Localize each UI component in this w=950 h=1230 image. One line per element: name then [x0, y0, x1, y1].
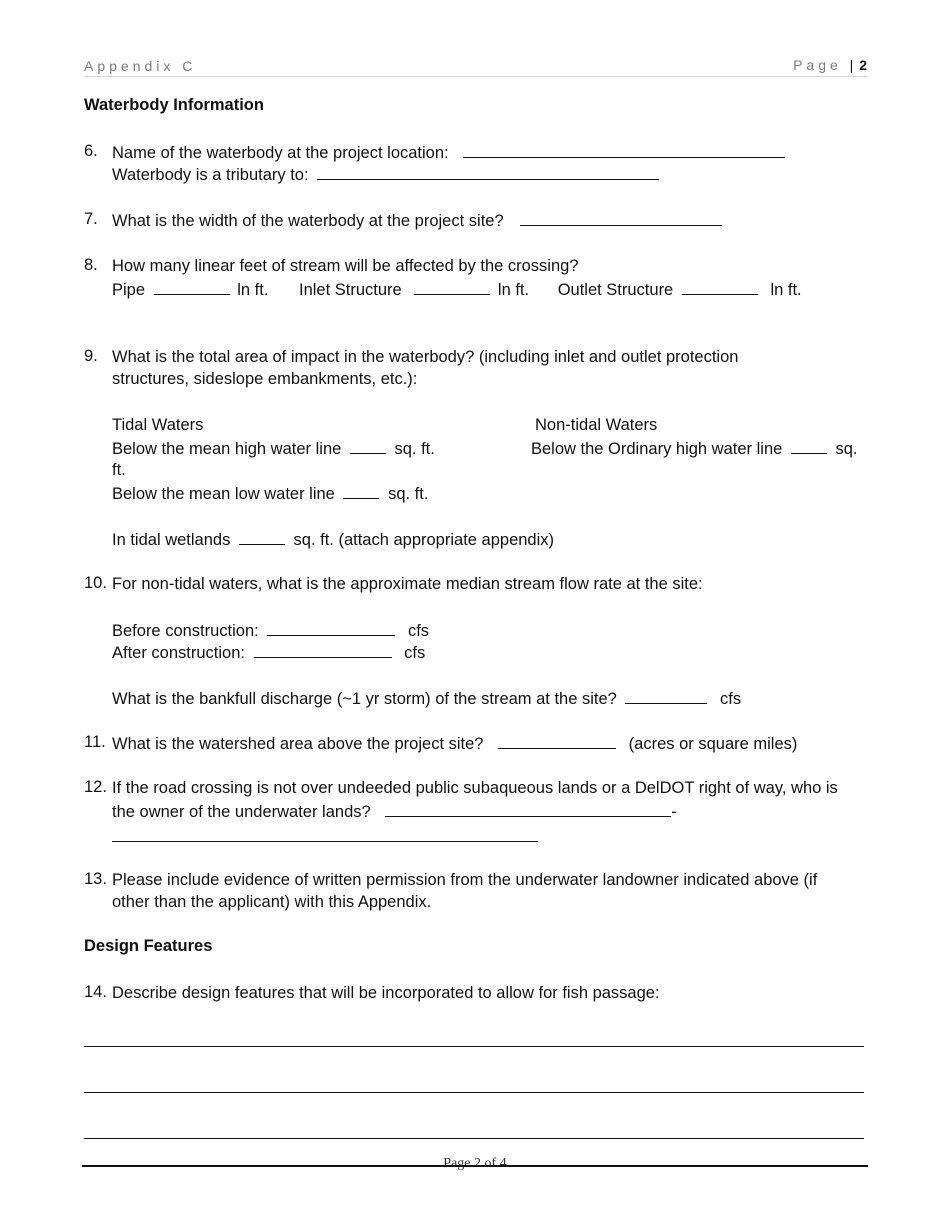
q9-ohw-unit-ft: ft.	[112, 461, 126, 479]
footer-page-count: Page 2 of 4	[443, 1156, 507, 1171]
q6-tributary-field[interactable]	[317, 163, 659, 180]
q8-pipe-label: Pipe	[112, 281, 146, 299]
q9-mlw-label: Below the mean low water line	[112, 485, 335, 503]
q10-after-unit: cfs	[404, 644, 426, 662]
q9-mhw-field[interactable]	[350, 437, 386, 454]
q11-row	[112, 732, 797, 755]
q12-owner-field-continued[interactable]	[112, 841, 538, 842]
q9-mhw-label: Below the mean high water line	[112, 440, 342, 458]
q10-after-field[interactable]	[254, 641, 392, 658]
q10-number: 10.	[84, 574, 107, 592]
q9-mhw-row	[112, 437, 435, 460]
q13-line2: other than the applicant) with this Appendix.	[112, 893, 432, 911]
q11-number: 11.	[84, 733, 106, 751]
q6-waterbody-name-field[interactable]	[463, 141, 785, 158]
q12-line1: If the road crossing is not over undeeded public subaqueous lands or a DelDOT right of way, who is	[112, 779, 838, 797]
q14-label: Describe design features that will be incorporated to allow for fish passage:	[112, 984, 660, 1002]
q6-line1	[112, 141, 785, 164]
q9-tidal-heading: Tidal Waters	[112, 416, 204, 434]
q6-number: 6.	[84, 142, 98, 160]
q9-number: 9.	[84, 347, 98, 365]
section-heading-design: Design Features	[84, 937, 213, 955]
q9-line2: structures, sideslope embankments, etc.):	[112, 370, 418, 388]
q8-label: How many linear feet of stream will be affected by the crossing?	[112, 257, 579, 275]
q13-line1: Please include evidence of written permission from the underwater landowner indicated above (if	[112, 871, 818, 889]
q8-inlet-label: Inlet Structure	[299, 281, 402, 299]
header-separator: |	[849, 57, 854, 73]
q8-outlet-field[interactable]	[682, 278, 758, 295]
q10-bankfull-row	[112, 687, 741, 710]
q9-ohw-label: Below the Ordinary high water line	[531, 440, 783, 458]
q9-mlw-field[interactable]	[343, 482, 379, 499]
q6-label-tributary: Waterbody is a tributary to:	[112, 166, 309, 184]
q10-before-field[interactable]	[267, 619, 395, 636]
q9-wetlands-row	[112, 528, 554, 551]
q6-label-name: Name of the waterbody at the project location:	[112, 144, 449, 162]
q9-mhw-unit: sq. ft.	[394, 440, 435, 458]
q8-number: 8.	[84, 256, 98, 274]
q10-before-label: Before construction:	[112, 622, 259, 640]
section-heading-waterbody: Waterbody Information	[84, 96, 264, 114]
q10-bankfull-label: What is the bankfull discharge (~1 yr storm) of the stream at the site?	[112, 690, 617, 708]
q10-after-row	[112, 641, 425, 664]
q14-answer-line-3[interactable]	[84, 1138, 864, 1139]
q9-nontidal-heading: Non-tidal Waters	[535, 416, 658, 434]
q14-number: 14.	[84, 983, 107, 1001]
q11-label: What is the watershed area above the project site?	[112, 735, 484, 753]
q7-label: What is the width of the waterbody at the project site?	[112, 212, 504, 230]
q9-line1: What is the total area of impact in the waterbody? (including inlet and outlet protection	[112, 348, 739, 366]
q7-line	[112, 209, 722, 232]
header-appendix-label: Appendix C	[84, 58, 197, 74]
q10-bankfull-field[interactable]	[625, 687, 707, 704]
q9-wetlands-note: sq. ft. (attach appropriate appendix)	[293, 531, 555, 549]
footer-rule	[82, 1165, 868, 1167]
q9-wetlands-label: In tidal wetlands	[112, 531, 231, 549]
q8-outlet-label: Outlet Structure	[557, 281, 674, 299]
q12-owner-field[interactable]	[385, 800, 671, 817]
header-page-number: 2	[859, 57, 867, 73]
q7-width-field[interactable]	[520, 209, 722, 226]
header-rule	[84, 76, 868, 77]
q10-after-label: After construction:	[112, 644, 245, 662]
q7-number: 7.	[84, 210, 98, 228]
q8-measurements	[112, 278, 802, 301]
q11-units: (acres or square miles)	[628, 735, 798, 753]
q14-answer-line-1[interactable]	[84, 1046, 864, 1047]
q14-answer-line-2[interactable]	[84, 1092, 864, 1093]
q10-before-row	[112, 619, 429, 642]
q9-mlw-row	[112, 482, 428, 505]
header-page-indicator	[793, 57, 867, 73]
q10-label: For non-tidal waters, what is the approximate median stream flow rate at the site:	[112, 575, 703, 593]
q8-outlet-unit: ln ft.	[770, 281, 802, 299]
q6-line2	[112, 163, 659, 186]
q8-pipe-field[interactable]	[154, 278, 230, 295]
q9-mlw-unit: sq. ft.	[388, 485, 429, 503]
header-page-label: Page	[793, 57, 842, 73]
q8-inlet-unit: ln ft.	[497, 281, 530, 299]
q9-ohw-unit-sq: sq.	[835, 440, 858, 458]
q9-ohw-row	[531, 437, 858, 460]
q10-before-unit: cfs	[407, 622, 430, 640]
q12-line2	[112, 800, 677, 823]
q8-inlet-field[interactable]	[414, 278, 490, 295]
q8-pipe-unit: ln ft.	[237, 281, 269, 299]
q12-number: 12.	[84, 778, 107, 796]
q9-wetlands-field[interactable]	[239, 528, 285, 545]
q9-ohw-field[interactable]	[791, 437, 827, 454]
q11-watershed-field[interactable]	[498, 732, 616, 749]
q13-number: 13.	[84, 870, 107, 888]
q12-label-owner: the owner of the underwater lands?	[112, 803, 371, 821]
q12-dash: -	[671, 803, 677, 821]
q10-bankfull-unit: cfs	[720, 690, 742, 708]
